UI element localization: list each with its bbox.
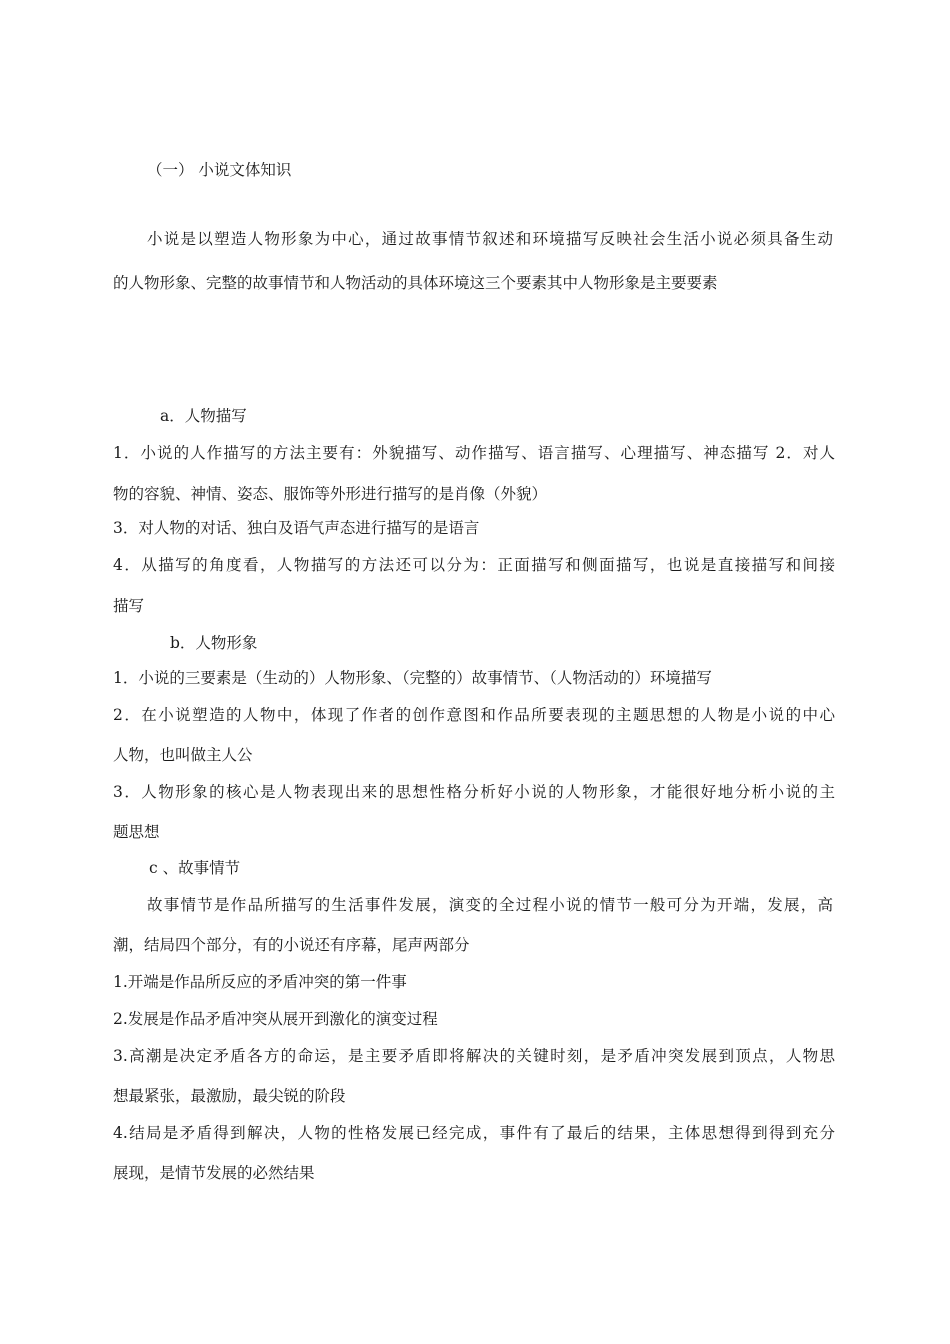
list-item: 3．对人物的对话、独白及语气声态进行描写的是语言 — [113, 519, 480, 537]
list-item: 1．小说的三要素是（生动的）人物形象、（完整的）故事情节、（人物活动的）环境描写 — [113, 669, 712, 687]
list-item-line: 3．人物形象的核心是人物表现出来的思想性格分析好小说的人物形象，才能很好地分析小说的主 — [113, 783, 835, 801]
paragraph-line: 潮，结局四个部分，有的小说还有序幕，尾声两部分 — [113, 936, 470, 954]
paragraph-line: 小说是以塑造人物形象为中心，通过故事情节叙述和环境描写反映社会生活小说必须具备生动 — [147, 230, 833, 248]
list-item-line: 2．在小说塑造的人物中，体现了作者的创作意图和作品所要表现的主题思想的人物是小说的中心 — [113, 706, 835, 724]
list-item-line: 展现，是情节发展的必然结果 — [113, 1164, 315, 1182]
list-item-line: 描写 — [113, 597, 145, 615]
list-item: 2.发展是作品矛盾冲突从展开到激化的演变过程 — [113, 1010, 438, 1028]
list-item-line: 4.结局是矛盾得到解决，人物的性格发展已经完成，事件有了最后的结果，主体思想得到得到充分 — [113, 1124, 835, 1142]
list-item: 1.开端是作品所反应的矛盾冲突的第一件事 — [113, 973, 407, 991]
list-item-line: 4．从描写的角度看，人物描写的方法还可以分为：正面描写和侧面描写，也说是直接描写和间接 — [113, 556, 835, 574]
paragraph-line: 故事情节是作品所描写的生活事件发展，演变的全过程小说的情节一般可分为开端，发展，高 — [147, 896, 833, 914]
list-item-line: 人物，也叫做主人公 — [113, 746, 253, 764]
list-item-line: 1．小说的人作描写的方法主要有：外貌描写、动作描写、语言描写、心理描写、神态描写 2．对人 — [113, 444, 835, 462]
subheading-character-description: a．人物描写 — [160, 407, 247, 425]
list-item-line: 物的容貌、神情、姿态、服饰等外形进行描写的是肖像（外貌） — [113, 485, 548, 503]
list-item-line: 想最紧张，最激励，最尖锐的阶段 — [113, 1087, 346, 1105]
list-item-line: 3.高潮是决定矛盾各方的命运，是主要矛盾即将解决的关键时刻，是矛盾冲突发展到顶点，人物思 — [113, 1047, 835, 1065]
subheading-plot: c 、故事情节 — [149, 859, 241, 877]
section-heading-novel-knowledge: （一） 小说文体知识 — [147, 161, 292, 179]
paragraph-line: 的人物形象、完整的故事情节和人物活动的具体环境这三个要素其中人物形象是主要要素 — [113, 274, 718, 292]
subheading-character-image: b．人物形象 — [170, 634, 258, 652]
list-item-line: 题思想 — [113, 823, 160, 841]
